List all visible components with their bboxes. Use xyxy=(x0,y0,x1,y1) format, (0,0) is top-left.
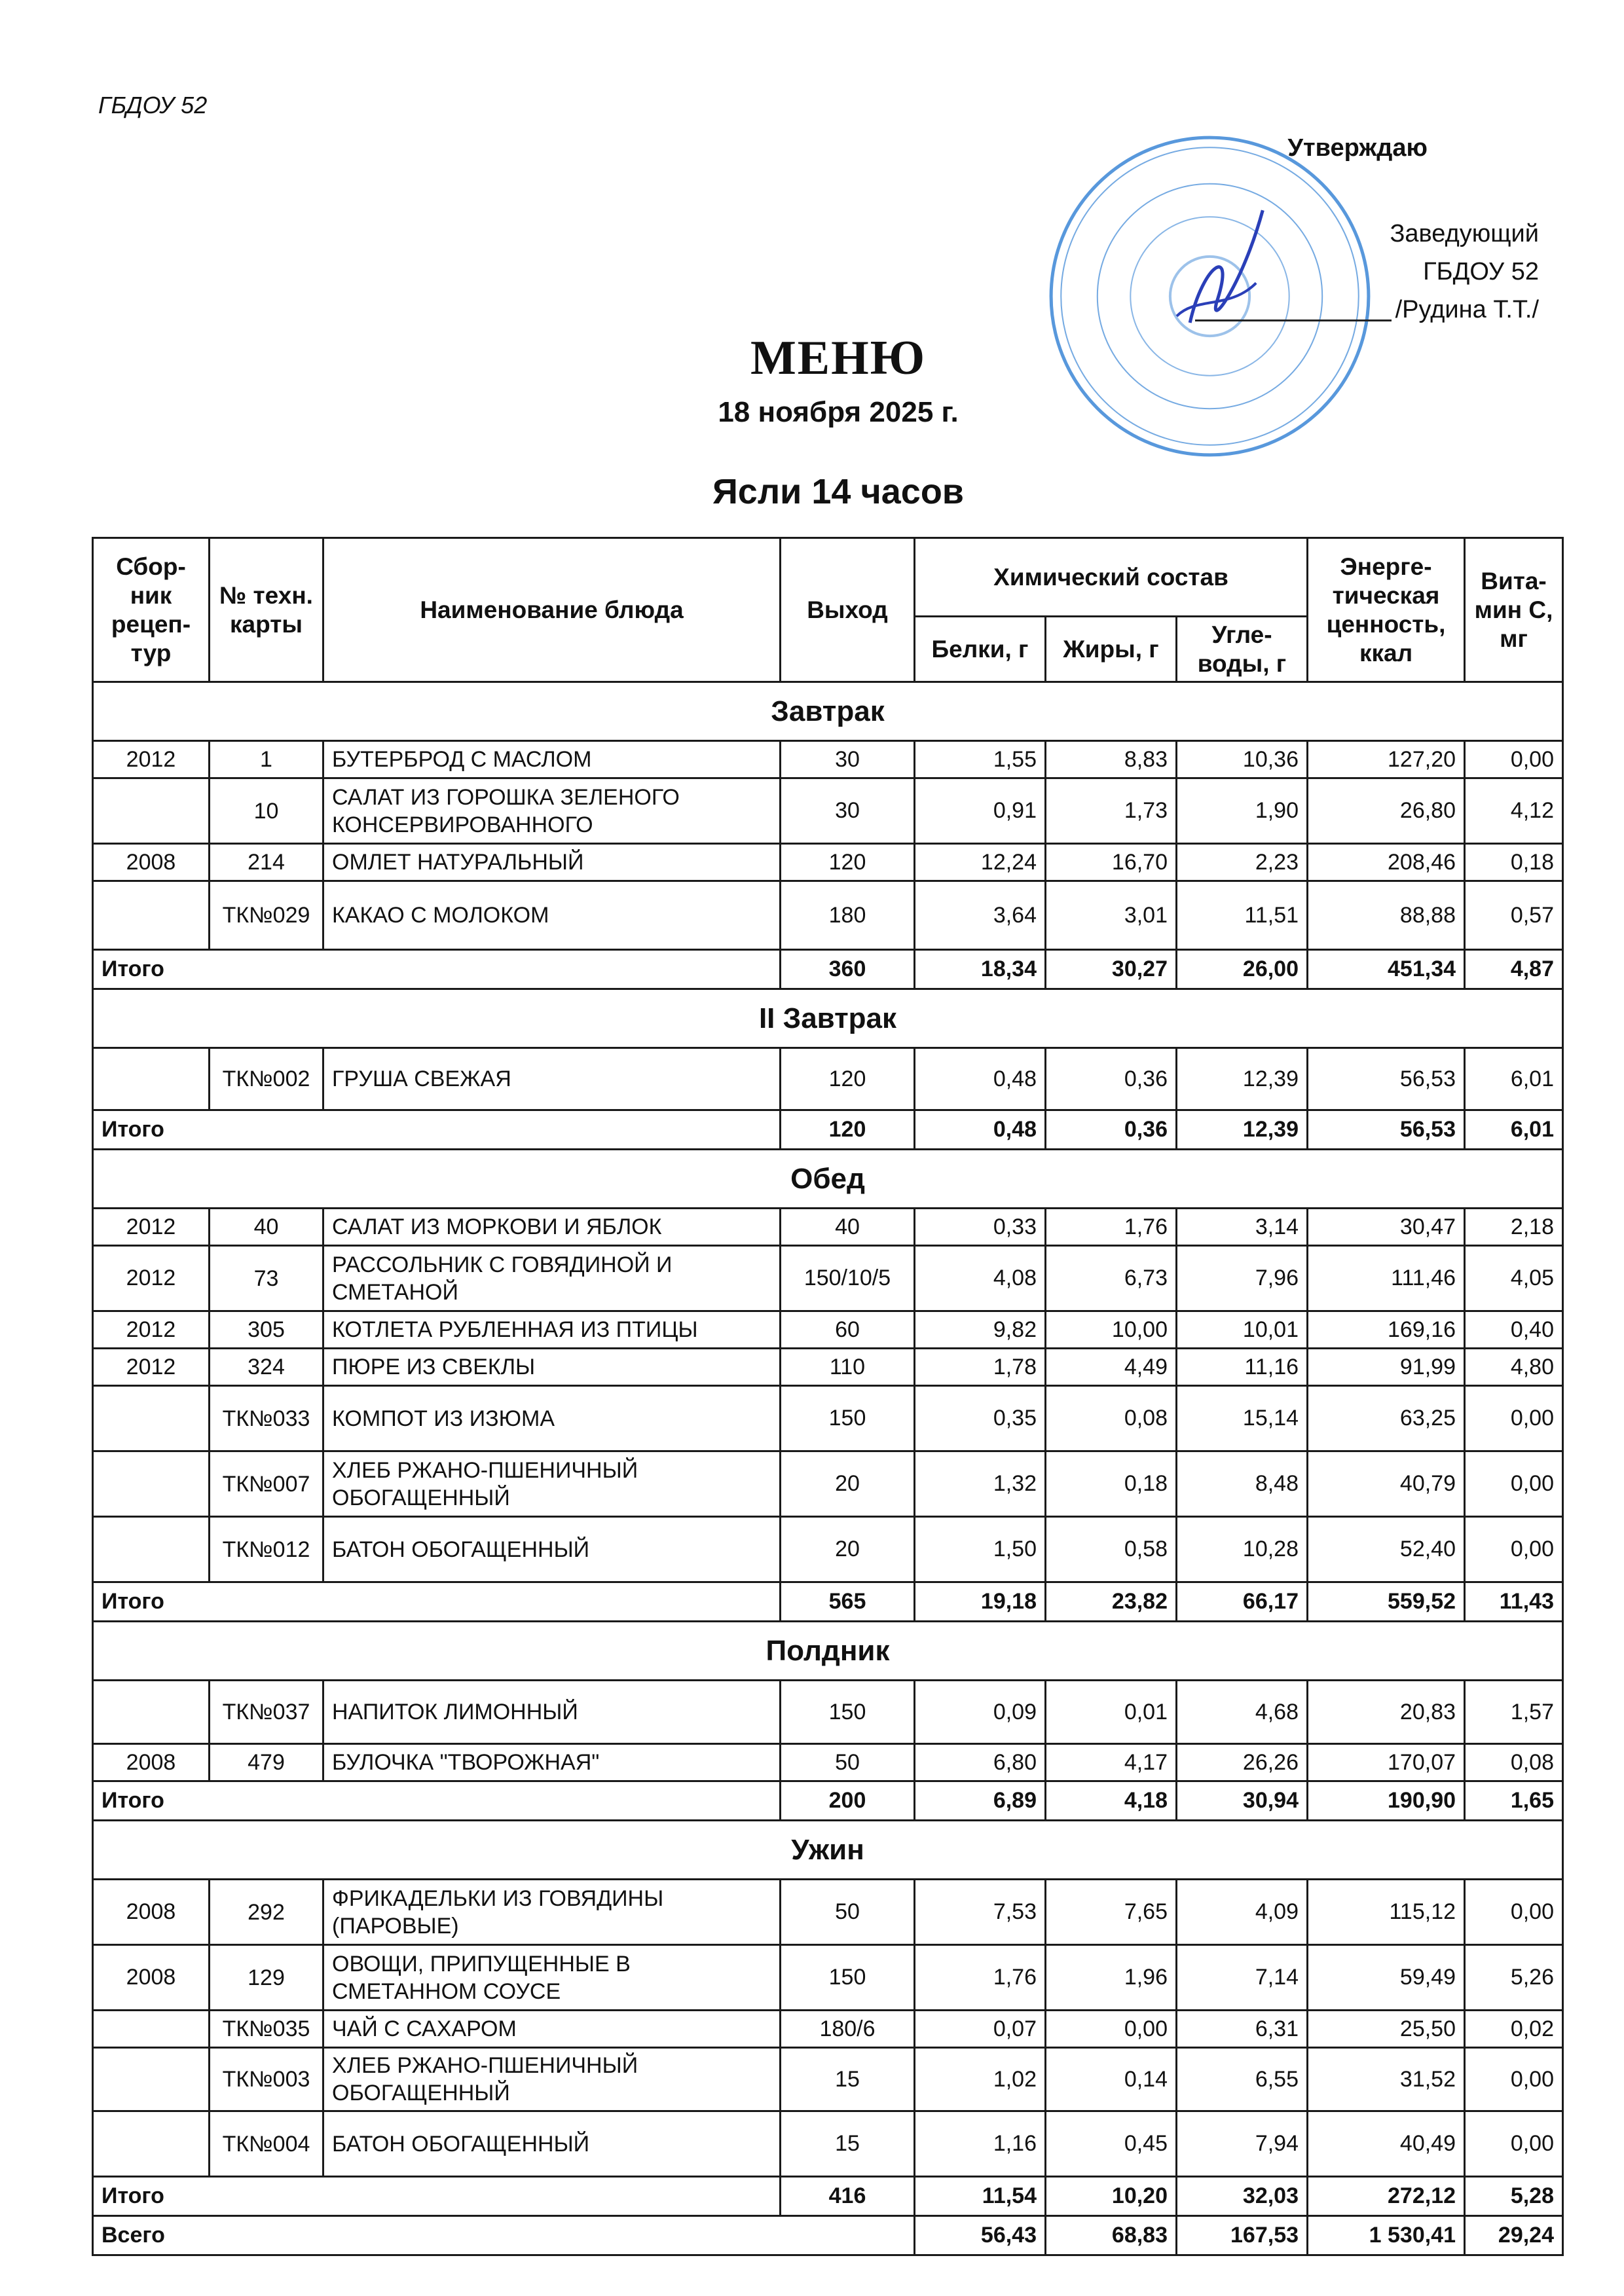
collection-year xyxy=(93,881,210,950)
collection-year xyxy=(93,1451,210,1517)
carbs-value: 11,51 xyxy=(1177,881,1308,950)
dish-name: ГРУША СВЕЖАЯ xyxy=(323,1048,781,1110)
protein-value: 3,64 xyxy=(915,881,1046,950)
energy-value: 169,16 xyxy=(1308,1311,1465,1349)
total-label: Итого xyxy=(93,950,781,989)
energy-value: 52,40 xyxy=(1308,1517,1465,1582)
dish-name: САЛАТ ИЗ МОРКОВИ И ЯБЛОК xyxy=(323,1209,781,1246)
tech-card-number: 292 xyxy=(210,1880,323,1945)
fat-value: 1,76 xyxy=(1046,1209,1177,1246)
tech-card-number: ТК№002 xyxy=(210,1048,323,1110)
protein-value: 0,33 xyxy=(915,1209,1046,1246)
dish-yield: 180 xyxy=(781,881,915,950)
col-energy: Энерге-тическая ценность, ккал xyxy=(1308,538,1465,682)
fat-value: 0,14 xyxy=(1046,2048,1177,2111)
collection-year xyxy=(93,2111,210,2177)
dish-name: САЛАТ ИЗ ГОРОШКА ЗЕЛЕНОГО КОНСЕРВИРОВАННОГО xyxy=(323,778,781,844)
fat-value: 0,45 xyxy=(1046,2111,1177,2177)
protein-value: 1,55 xyxy=(915,741,1046,778)
dish-name: ХЛЕБ РЖАНО-ПШЕНИЧНЫЙ ОБОГАЩЕННЫЙ xyxy=(323,1451,781,1517)
col-chem: Химический состав xyxy=(915,538,1308,617)
approver-position: Заведующий xyxy=(1390,220,1539,247)
energy-value: 91,99 xyxy=(1308,1349,1465,1386)
collection-year: 2012 xyxy=(93,741,210,778)
dish-yield: 110 xyxy=(781,1349,915,1386)
energy-value: 127,20 xyxy=(1308,741,1465,778)
total-energy: 451,34 xyxy=(1308,950,1465,989)
menu-date: 18 ноября 2025 г. xyxy=(718,396,959,428)
dish-row xyxy=(93,1880,1563,1945)
tech-card-number: 324 xyxy=(210,1349,323,1386)
protein-value: 0,07 xyxy=(915,2011,1046,2048)
grand-total-carbs: 167,53 xyxy=(1177,2216,1308,2255)
protein-value: 1,50 xyxy=(915,1517,1046,1582)
vitamin-c-value: 2,18 xyxy=(1465,1209,1563,1246)
energy-value: 26,80 xyxy=(1308,778,1465,844)
dish-row xyxy=(93,1209,1563,1246)
protein-value: 0,35 xyxy=(915,1386,1046,1451)
vitamin-c-value: 0,02 xyxy=(1465,2011,1563,2048)
tech-card-number: 10 xyxy=(210,778,323,844)
tech-card-number: ТК№035 xyxy=(210,2011,323,2048)
dish-yield: 20 xyxy=(781,1451,915,1517)
protein-value: 4,08 xyxy=(915,1246,1046,1311)
energy-value: 63,25 xyxy=(1308,1386,1465,1451)
col-card-no: № техн. карты xyxy=(210,538,323,682)
carbs-value: 10,28 xyxy=(1177,1517,1308,1582)
grand-total-protein: 56,43 xyxy=(915,2216,1046,2255)
section-header xyxy=(93,682,1563,741)
dish-yield: 50 xyxy=(781,1880,915,1945)
tech-card-number: ТК№012 xyxy=(210,1517,323,1582)
energy-value: 208,46 xyxy=(1308,844,1465,881)
dish-yield: 60 xyxy=(781,1311,915,1349)
protein-value: 1,16 xyxy=(915,2111,1046,2177)
group-label: Ясли 14 часов xyxy=(712,472,964,511)
fat-value: 4,49 xyxy=(1046,1349,1177,1386)
total-label: Итого xyxy=(93,1110,781,1150)
dish-yield: 15 xyxy=(781,2048,915,2111)
carbs-value: 8,48 xyxy=(1177,1451,1308,1517)
vitamin-c-value: 0,08 xyxy=(1465,1744,1563,1781)
vitamin-c-value: 0,00 xyxy=(1465,1880,1563,1945)
collection-year: 2012 xyxy=(93,1246,210,1311)
dish-name: БУТЕРБРОД С МАСЛОМ xyxy=(323,741,781,778)
section-title: Полдник xyxy=(93,1622,1563,1681)
protein-value: 7,53 xyxy=(915,1880,1046,1945)
collection-year: 2008 xyxy=(93,1880,210,1945)
collection-year xyxy=(93,1048,210,1110)
carbs-value: 12,39 xyxy=(1177,1048,1308,1110)
signature-line xyxy=(1195,319,1392,321)
protein-value: 12,24 xyxy=(915,844,1046,881)
protein-value: 6,80 xyxy=(915,1744,1046,1781)
tech-card-number: 73 xyxy=(210,1246,323,1311)
fat-value: 0,36 xyxy=(1046,1048,1177,1110)
collection-year xyxy=(93,2011,210,2048)
dish-name: ПЮРЕ ИЗ СВЕКЛЫ xyxy=(323,1349,781,1386)
collection-year: 2012 xyxy=(93,1311,210,1349)
carbs-value: 7,14 xyxy=(1177,1945,1308,2011)
collection-year xyxy=(93,1386,210,1451)
carbs-value: 26,26 xyxy=(1177,1744,1308,1781)
vitamin-c-value: 0,40 xyxy=(1465,1311,1563,1349)
protein-value: 1,76 xyxy=(915,1945,1046,2011)
carbs-value: 4,68 xyxy=(1177,1681,1308,1744)
protein-value: 1,78 xyxy=(915,1349,1046,1386)
protein-value: 0,91 xyxy=(915,778,1046,844)
total-fat: 30,27 xyxy=(1046,950,1177,989)
approver-name: /Рудина Т.Т./ xyxy=(1395,296,1539,323)
section-title: Обед xyxy=(93,1150,1563,1209)
total-vitamin-c: 11,43 xyxy=(1465,1582,1563,1622)
vitamin-c-value: 0,00 xyxy=(1465,2048,1563,2111)
collection-year: 2012 xyxy=(93,1349,210,1386)
energy-value: 25,50 xyxy=(1308,2011,1465,2048)
total-vitamin-c: 5,28 xyxy=(1465,2177,1563,2216)
section-total-row xyxy=(93,950,1563,989)
section-total-row xyxy=(93,1110,1563,1150)
fat-value: 8,83 xyxy=(1046,741,1177,778)
carbs-value: 3,14 xyxy=(1177,1209,1308,1246)
dish-name: БАТОН ОБОГАЩЕННЫЙ xyxy=(323,1517,781,1582)
fat-value: 1,73 xyxy=(1046,778,1177,844)
dish-name: КАКАО С МОЛОКОМ xyxy=(323,881,781,950)
approver-block xyxy=(1390,215,1539,329)
col-dish: Наименование блюда xyxy=(323,538,781,682)
dish-row xyxy=(93,844,1563,881)
dish-yield: 15 xyxy=(781,2111,915,2177)
carbs-value: 10,01 xyxy=(1177,1311,1308,1349)
carbs-value: 4,09 xyxy=(1177,1880,1308,1945)
fat-value: 0,18 xyxy=(1046,1451,1177,1517)
energy-value: 115,12 xyxy=(1308,1880,1465,1945)
carbs-value: 15,14 xyxy=(1177,1386,1308,1451)
total-carbs: 66,17 xyxy=(1177,1582,1308,1622)
grand-total-row xyxy=(93,2216,1563,2255)
dish-row xyxy=(93,1517,1563,1582)
fat-value: 7,65 xyxy=(1046,1880,1177,1945)
col-protein: Белки, г xyxy=(915,617,1046,682)
energy-value: 31,52 xyxy=(1308,2048,1465,2111)
total-protein: 18,34 xyxy=(915,950,1046,989)
section-title: Завтрак xyxy=(93,682,1563,741)
total-label: Итого xyxy=(93,1582,781,1622)
tech-card-number: 305 xyxy=(210,1311,323,1349)
page-title: МЕНЮ xyxy=(750,331,927,385)
section-total-row xyxy=(93,2177,1563,2216)
dish-name: ФРИКАДЕЛЬКИ ИЗ ГОВЯДИНЫ (ПАРОВЫЕ) xyxy=(323,1880,781,1945)
col-carbs: Угле-воды, г xyxy=(1177,617,1308,682)
fat-value: 16,70 xyxy=(1046,844,1177,881)
section-header xyxy=(93,989,1563,1048)
total-yield: 120 xyxy=(781,1110,915,1150)
dish-yield: 20 xyxy=(781,1517,915,1582)
dish-name: КОМПОТ ИЗ ИЗЮМА xyxy=(323,1386,781,1451)
energy-value: 170,07 xyxy=(1308,1744,1465,1781)
carbs-value: 6,55 xyxy=(1177,2048,1308,2111)
tech-card-number: ТК№029 xyxy=(210,881,323,950)
total-fat: 10,20 xyxy=(1046,2177,1177,2216)
dish-row xyxy=(93,1386,1563,1451)
section-total-row xyxy=(93,1781,1563,1821)
grand-total-energy: 1 530,41 xyxy=(1308,2216,1465,2255)
vitamin-c-value: 5,26 xyxy=(1465,1945,1563,2011)
vitamin-c-value: 0,18 xyxy=(1465,844,1563,881)
collection-year: 2008 xyxy=(93,844,210,881)
fat-value: 1,96 xyxy=(1046,1945,1177,2011)
total-yield: 416 xyxy=(781,2177,915,2216)
dish-name: НАПИТОК ЛИМОННЫЙ xyxy=(323,1681,781,1744)
total-energy: 272,12 xyxy=(1308,2177,1465,2216)
dish-name: БУЛОЧКА "ТВОРОЖНАЯ" xyxy=(323,1744,781,1781)
vitamin-c-value: 0,00 xyxy=(1465,2111,1563,2177)
total-carbs: 26,00 xyxy=(1177,950,1308,989)
vitamin-c-value: 0,00 xyxy=(1465,1386,1563,1451)
vitamin-c-value: 1,57 xyxy=(1465,1681,1563,1744)
total-yield: 565 xyxy=(781,1582,915,1622)
total-yield: 360 xyxy=(781,950,915,989)
dish-row xyxy=(93,1945,1563,2011)
dish-row xyxy=(93,741,1563,778)
dish-yield: 150 xyxy=(781,1386,915,1451)
collection-year xyxy=(93,778,210,844)
tech-card-number: 479 xyxy=(210,1744,323,1781)
tech-card-number: ТК№003 xyxy=(210,2048,323,2111)
total-energy: 559,52 xyxy=(1308,1582,1465,1622)
fat-value: 0,08 xyxy=(1046,1386,1177,1451)
tech-card-number: ТК№037 xyxy=(210,1681,323,1744)
approver-organization: ГБДОУ 52 xyxy=(1423,258,1539,285)
total-label: Итого xyxy=(93,1781,781,1821)
dish-yield: 150 xyxy=(781,1945,915,2011)
tech-card-number: ТК№004 xyxy=(210,2111,323,2177)
dish-name: ОМЛЕТ НАТУРАЛЬНЫЙ xyxy=(323,844,781,881)
dish-yield: 150 xyxy=(781,1681,915,1744)
tech-card-number: 1 xyxy=(210,741,323,778)
total-protein: 19,18 xyxy=(915,1582,1046,1622)
dish-name: КОТЛЕТА РУБЛЕННАЯ ИЗ ПТИЦЫ xyxy=(323,1311,781,1349)
energy-value: 88,88 xyxy=(1308,881,1465,950)
dish-row xyxy=(93,2111,1563,2177)
dish-yield: 150/10/5 xyxy=(781,1246,915,1311)
carbs-value: 1,90 xyxy=(1177,778,1308,844)
total-vitamin-c: 6,01 xyxy=(1465,1110,1563,1150)
energy-value: 59,49 xyxy=(1308,1945,1465,2011)
tech-card-number: ТК№007 xyxy=(210,1451,323,1517)
vitamin-c-value: 0,57 xyxy=(1465,881,1563,950)
dish-yield: 50 xyxy=(781,1744,915,1781)
dish-row xyxy=(93,1451,1563,1517)
collection-year: 2008 xyxy=(93,1945,210,2011)
total-vitamin-c: 4,87 xyxy=(1465,950,1563,989)
section-total-row xyxy=(93,1582,1563,1622)
fat-value: 3,01 xyxy=(1046,881,1177,950)
dish-row xyxy=(93,1246,1563,1311)
protein-value: 1,32 xyxy=(915,1451,1046,1517)
col-fat: Жиры, г xyxy=(1046,617,1177,682)
total-fat: 23,82 xyxy=(1046,1582,1177,1622)
section-header xyxy=(93,1622,1563,1681)
total-carbs: 32,03 xyxy=(1177,2177,1308,2216)
total-protein: 6,89 xyxy=(915,1781,1046,1821)
protein-value: 1,02 xyxy=(915,2048,1046,2111)
collection-year: 2008 xyxy=(93,1744,210,1781)
vitamin-c-value: 4,05 xyxy=(1465,1246,1563,1311)
dish-yield: 120 xyxy=(781,1048,915,1110)
dish-row xyxy=(93,1744,1563,1781)
energy-value: 56,53 xyxy=(1308,1048,1465,1110)
approval-label: Утверждаю xyxy=(1287,134,1428,162)
total-yield: 200 xyxy=(781,1781,915,1821)
section-title: II Завтрак xyxy=(93,989,1563,1048)
fat-value: 0,58 xyxy=(1046,1517,1177,1582)
dish-yield: 30 xyxy=(781,778,915,844)
dish-row xyxy=(93,2011,1563,2048)
vitamin-c-value: 6,01 xyxy=(1465,1048,1563,1110)
dish-yield: 30 xyxy=(781,741,915,778)
total-label: Итого xyxy=(93,2177,781,2216)
grand-total-label: Всего xyxy=(93,2216,915,2255)
energy-value: 20,83 xyxy=(1308,1681,1465,1744)
fat-value: 4,17 xyxy=(1046,1744,1177,1781)
vitamin-c-value: 4,80 xyxy=(1465,1349,1563,1386)
collection-year xyxy=(93,1517,210,1582)
dish-row xyxy=(93,1311,1563,1349)
tech-card-number: 40 xyxy=(210,1209,323,1246)
dish-yield: 40 xyxy=(781,1209,915,1246)
protein-value: 9,82 xyxy=(915,1311,1046,1349)
total-fat: 0,36 xyxy=(1046,1110,1177,1150)
fat-value: 0,00 xyxy=(1046,2011,1177,2048)
col-yield: Выход xyxy=(781,538,915,682)
dish-name: РАССОЛЬНИК С ГОВЯДИНОЙ И СМЕТАНОЙ xyxy=(323,1246,781,1311)
organization-label: ГБДОУ 52 xyxy=(98,92,208,118)
protein-value: 0,48 xyxy=(915,1048,1046,1110)
menu-table xyxy=(92,537,1564,2256)
dish-row xyxy=(93,881,1563,950)
total-energy: 56,53 xyxy=(1308,1110,1465,1150)
carbs-value: 2,23 xyxy=(1177,844,1308,881)
vitamin-c-value: 4,12 xyxy=(1465,778,1563,844)
dish-name: ЧАЙ С САХАРОМ xyxy=(323,2011,781,2048)
carbs-value: 7,94 xyxy=(1177,2111,1308,2177)
section-header xyxy=(93,1821,1563,1880)
total-energy: 190,90 xyxy=(1308,1781,1465,1821)
dish-yield: 180/6 xyxy=(781,2011,915,2048)
total-carbs: 30,94 xyxy=(1177,1781,1308,1821)
dish-name: БАТОН ОБОГАЩЕННЫЙ xyxy=(323,2111,781,2177)
carbs-value: 11,16 xyxy=(1177,1349,1308,1386)
total-fat: 4,18 xyxy=(1046,1781,1177,1821)
energy-value: 40,79 xyxy=(1308,1451,1465,1517)
protein-value: 0,09 xyxy=(915,1681,1046,1744)
tech-card-number: 214 xyxy=(210,844,323,881)
section-title: Ужин xyxy=(93,1821,1563,1880)
grand-total-vitamin-c: 29,24 xyxy=(1465,2216,1563,2255)
collection-year xyxy=(93,1681,210,1744)
total-protein: 0,48 xyxy=(915,1110,1046,1150)
carbs-value: 6,31 xyxy=(1177,2011,1308,2048)
dish-yield: 120 xyxy=(781,844,915,881)
tech-card-number: 129 xyxy=(210,1945,323,2011)
energy-value: 40,49 xyxy=(1308,2111,1465,2177)
collection-year xyxy=(93,2048,210,2111)
dish-name: ОВОЩИ, ПРИПУЩЕННЫЕ В СМЕТАННОМ СОУСЕ xyxy=(323,1945,781,2011)
carbs-value: 10,36 xyxy=(1177,741,1308,778)
fat-value: 6,73 xyxy=(1046,1246,1177,1311)
vitamin-c-value: 0,00 xyxy=(1465,741,1563,778)
energy-value: 111,46 xyxy=(1308,1246,1465,1311)
energy-value: 30,47 xyxy=(1308,1209,1465,1246)
dish-row xyxy=(93,1048,1563,1110)
col-vitc: Вита-мин С, мг xyxy=(1465,538,1563,682)
dish-row xyxy=(93,2048,1563,2111)
total-carbs: 12,39 xyxy=(1177,1110,1308,1150)
section-header xyxy=(93,1150,1563,1209)
tech-card-number: ТК№033 xyxy=(210,1386,323,1451)
dish-row xyxy=(93,1681,1563,1744)
grand-total-fat: 68,83 xyxy=(1046,2216,1177,2255)
collection-year: 2012 xyxy=(93,1209,210,1246)
fat-value: 0,01 xyxy=(1046,1681,1177,1744)
total-protein: 11,54 xyxy=(915,2177,1046,2216)
dish-row xyxy=(93,778,1563,844)
total-vitamin-c: 1,65 xyxy=(1465,1781,1563,1821)
vitamin-c-value: 0,00 xyxy=(1465,1517,1563,1582)
vitamin-c-value: 0,00 xyxy=(1465,1451,1563,1517)
fat-value: 10,00 xyxy=(1046,1311,1177,1349)
col-collection: Сбор-ник рецеп-тур xyxy=(93,538,210,682)
dish-name: ХЛЕБ РЖАНО-ПШЕНИЧНЫЙ ОБОГАЩЕННЫЙ xyxy=(323,2048,781,2111)
dish-row xyxy=(93,1349,1563,1386)
carbs-value: 7,96 xyxy=(1177,1246,1308,1311)
